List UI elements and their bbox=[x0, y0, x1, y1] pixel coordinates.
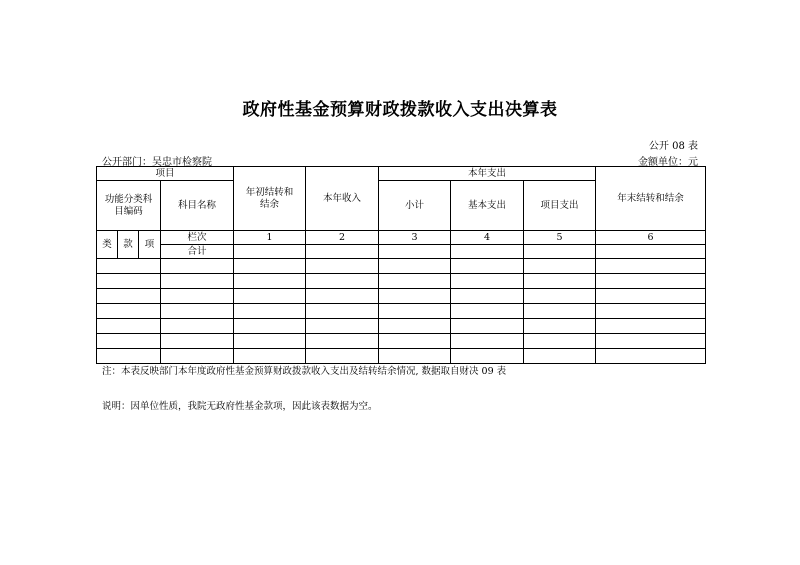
table-cell bbox=[451, 245, 524, 259]
table-row bbox=[97, 334, 706, 349]
header-item: 项目 bbox=[97, 167, 234, 181]
department-label: 公开部门： bbox=[102, 157, 152, 168]
total-label: 合计 bbox=[161, 245, 234, 259]
table-cell bbox=[234, 259, 306, 274]
table-cell bbox=[234, 245, 306, 259]
column-number-label: 栏次 bbox=[161, 231, 234, 245]
header-subtotal: 小计 bbox=[379, 181, 451, 231]
header-expenditure: 本年支出 bbox=[379, 167, 596, 181]
header-opening-balance: 年初结转和 结余 bbox=[234, 167, 306, 231]
column-number-1: 1 bbox=[234, 231, 306, 245]
table-cell bbox=[379, 274, 451, 289]
table-cell bbox=[306, 259, 379, 274]
table-cell bbox=[524, 245, 596, 259]
table-row bbox=[97, 289, 706, 304]
table-cell bbox=[379, 259, 451, 274]
header-closing-balance: 年末结转和结余 bbox=[596, 167, 706, 231]
table-cell bbox=[451, 289, 524, 304]
table-cell bbox=[306, 245, 379, 259]
table-cell bbox=[306, 349, 379, 364]
table-cell bbox=[379, 289, 451, 304]
table-row bbox=[97, 304, 706, 319]
table-cell bbox=[596, 334, 706, 349]
header-project-expenditure: 项目支出 bbox=[524, 181, 596, 231]
column-number-row bbox=[97, 231, 706, 245]
table-cell bbox=[596, 304, 706, 319]
table-cell bbox=[234, 334, 306, 349]
table-cell bbox=[524, 289, 596, 304]
table-cell bbox=[97, 304, 161, 319]
table-cell bbox=[97, 319, 161, 334]
table-note: 注：本表反映部门本年度政府性基金预算财政拨款收入支出及结转结余情况, 数据取自财决 09 表 bbox=[102, 366, 507, 377]
header-function-code: 功能分类科 目编码 bbox=[97, 181, 161, 231]
table-cell bbox=[161, 304, 234, 319]
amount-unit-label: 金额单位： bbox=[638, 157, 688, 168]
form-number: 公开 08 表 bbox=[648, 141, 698, 152]
header-income: 本年收入 bbox=[306, 167, 379, 231]
table-cell bbox=[306, 319, 379, 334]
table-cell bbox=[596, 259, 706, 274]
table-cell bbox=[97, 334, 161, 349]
page-title: 政府性基金预算财政拨款收入支出决算表 bbox=[242, 100, 558, 120]
table-cell bbox=[306, 289, 379, 304]
table-cell bbox=[524, 334, 596, 349]
table-cell bbox=[596, 319, 706, 334]
table-cell bbox=[306, 334, 379, 349]
table-cell bbox=[161, 349, 234, 364]
fund-budget-table bbox=[96, 166, 706, 364]
column-number-5: 5 bbox=[524, 231, 596, 245]
column-number-2: 2 bbox=[306, 231, 379, 245]
table-cell bbox=[596, 274, 706, 289]
table-cell bbox=[524, 304, 596, 319]
table-cell bbox=[524, 259, 596, 274]
table-cell bbox=[161, 319, 234, 334]
table-cell bbox=[234, 289, 306, 304]
table-cell bbox=[97, 274, 161, 289]
table-cell bbox=[451, 319, 524, 334]
table-cell bbox=[161, 334, 234, 349]
table-cell bbox=[97, 259, 161, 274]
header-row-1 bbox=[97, 167, 706, 181]
table-cell bbox=[161, 259, 234, 274]
table-cell bbox=[451, 274, 524, 289]
column-number-4: 4 bbox=[451, 231, 524, 245]
table-cell bbox=[379, 334, 451, 349]
amount-unit-value: 元 bbox=[688, 157, 698, 168]
department-name: 吴忠市检察院 bbox=[152, 157, 212, 168]
table-cell bbox=[596, 245, 706, 259]
column-number-3: 3 bbox=[379, 231, 451, 245]
table-cell bbox=[97, 349, 161, 364]
table-cell bbox=[306, 304, 379, 319]
column-number-6: 6 bbox=[596, 231, 706, 245]
table-cell bbox=[451, 304, 524, 319]
table-cell bbox=[524, 349, 596, 364]
header-lei: 类 bbox=[97, 231, 118, 259]
header-xiang: 项 bbox=[139, 231, 161, 259]
table-cell bbox=[379, 304, 451, 319]
table-cell bbox=[234, 274, 306, 289]
table-cell bbox=[451, 334, 524, 349]
table-cell bbox=[524, 319, 596, 334]
total-row bbox=[97, 245, 706, 259]
table-cell bbox=[596, 349, 706, 364]
table-cell bbox=[234, 319, 306, 334]
table-cell bbox=[161, 289, 234, 304]
table-explanation: 说明：因单位性质，我院无政府性基金款项，因此该表数据为空。 bbox=[102, 401, 378, 412]
table-cell bbox=[234, 304, 306, 319]
header-kuan: 款 bbox=[118, 231, 139, 259]
table-cell bbox=[379, 349, 451, 364]
table-row bbox=[97, 349, 706, 364]
table-cell bbox=[451, 259, 524, 274]
table-cell bbox=[234, 349, 306, 364]
table-row bbox=[97, 259, 706, 274]
table-row bbox=[97, 319, 706, 334]
table-cell bbox=[451, 349, 524, 364]
table-cell bbox=[524, 274, 596, 289]
table-row bbox=[97, 274, 706, 289]
table-cell bbox=[379, 245, 451, 259]
header-basic-expenditure: 基本支出 bbox=[451, 181, 524, 231]
table-cell bbox=[596, 289, 706, 304]
table-cell bbox=[306, 274, 379, 289]
table-cell bbox=[161, 274, 234, 289]
header-subject-name: 科目名称 bbox=[161, 181, 234, 231]
table-cell bbox=[97, 289, 161, 304]
table-cell bbox=[379, 319, 451, 334]
